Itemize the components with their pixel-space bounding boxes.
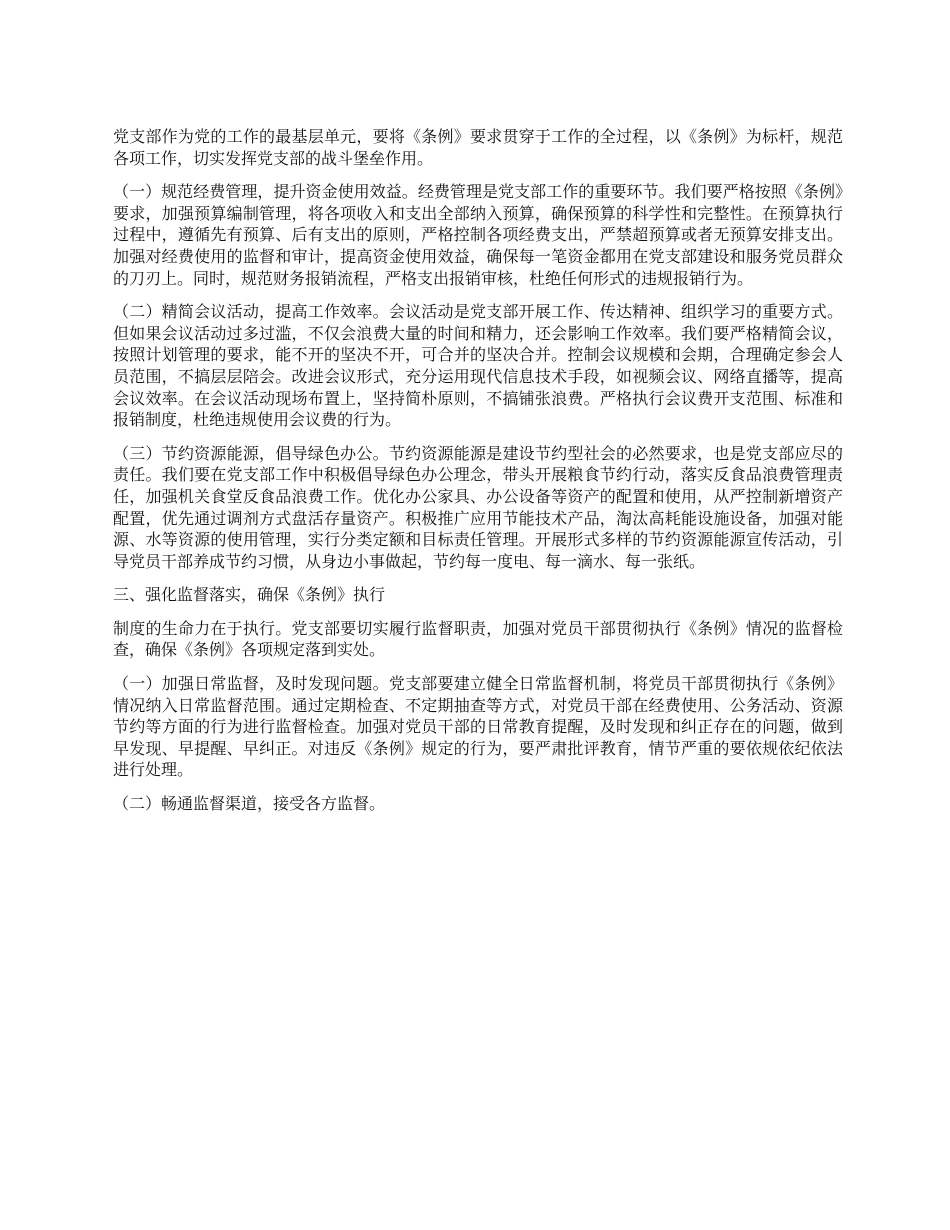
meeting-streamlining-paragraph: （二）精简会议活动，提高工作效率。会议活动是党支部开展工作、传达精神、组织学习的重要方式。但如果会议活动过多过滥，不仅会浪费大量的时间和精力，还会影响工作效率。我们要严格精简会议，按照计划管理的要求，能不开的坚决不开，可合并的坚决合并。控制会议规模和会期，合理确定参会人员范围，不搞层层陪会。改进会议形式，充分运用现代信息技术手段，如视频会议、网络直播等，提高会议效率。在会议活动现场布置上，坚持简朴原则，不搞铺张浪费。严格执行会议费开支范围、标准和报销制度，杜绝违规使用会议费的行为。 [113,302,843,430]
intro-paragraph: 党支部作为党的工作的最基层单元，要将《条例》要求贯穿于工作的全过程，以《条例》为标杆，规范各项工作，切实发挥党支部的战斗堡垒作用。 [113,127,843,168]
supervision-channels-paragraph: （二）畅通监督渠道，接受各方监督。 [113,794,386,814]
daily-supervision-paragraph: （一）加强日常监督，及时发现问题。党支部要建立健全日常监督机制，将党员干部贯彻执行《条例》情况纳入日常监督范围。通过定期检查、不定期抽查等方式，对党员干部在经费使用、公务活动、资源节约等方面的行为进行监督检查。加强对党员干部的日常教育提醒，及时发现和纠正存在的问题，做到早发现、早提醒、早纠正。对违反《条例》规定的行为，要严肃批评教育，情节严重的要依规依纪依法进行处理。 [113,674,843,780]
funding-management-paragraph: （一）规范经费管理，提升资金使用效益。经费管理是党支部工作的重要环节。我们要严格按照《条例》要求，加强预算编制管理，将各项收入和支出全部纳入预算，确保预算的科学性和完整性。在预算执行过程中，遵循先有预算、后有支出的原则，严格控制各项经费支出，严禁超预算或者无预算安排支出。加强对经费使用的监督和审计，提高资金使用效益，确保每一笔资金都用在党支部建设和服务党员群众的刀刃上。同时，规范财务报销流程，严格支出报销审核，杜绝任何形式的违规报销行为。 [113,182,843,288]
document-page [113,126,843,827]
section-heading-supervision: 三、强化监督落实，确保《条例》执行 [113,585,386,605]
resource-saving-paragraph: （三）节约资源能源，倡导绿色办公。节约资源能源是建设节约型社会的必然要求，也是党支部应尽的责任。我们要在党支部工作中积极倡导绿色办公理念，带头开展粮食节约行动，落实反食品浪费管理责任，加强机关食堂反食品浪费工作。优化办公家具、办公设备等资产的配置和使用，从严控制新增资产配置，优先通过调剂方式盘活存量资产。积极推广应用节能技术产品，淘汰高耗能设施设备，加强对能源、水等资源的使用管理，实行分类定额和目标责任管理。开展形式多样的节约资源能源宣传活动，引导党员干部养成节约习惯，从身边小事做起，节约每一度电、每一滴水、每一张纸。 [113,443,843,571]
supervision-intro-paragraph: 制度的生命力在于执行。党支部要切实履行监督职责，加强对党员干部贯彻执行《条例》情况的监督检查，确保《条例》各项规定落到实处。 [113,618,843,660]
